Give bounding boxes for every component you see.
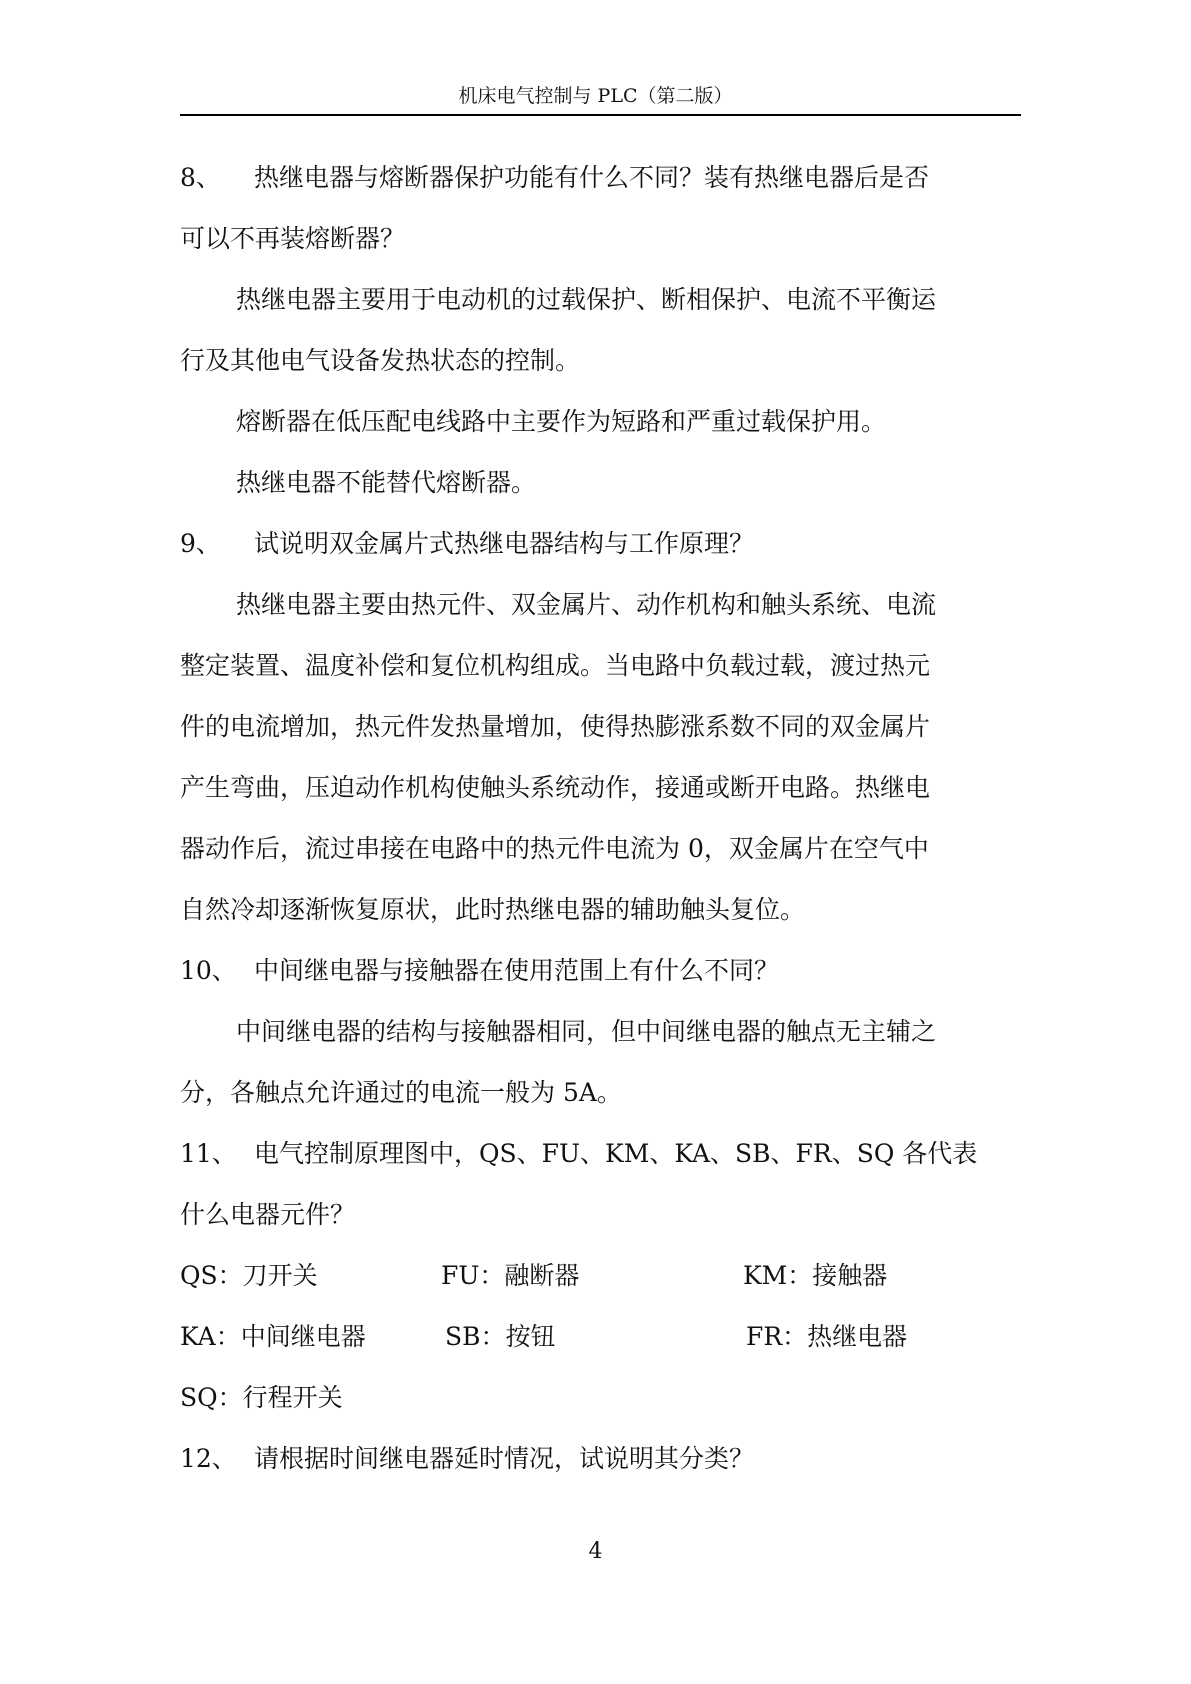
answer-8-line-4: 热继电器不能替代熔断器。 [236, 468, 537, 497]
answer-9-line-1: 热继电器主要由热元件、双金属片、动作机构和触头系统、电流 [236, 590, 937, 619]
question-12-text: 请根据时间继电器延时情况，试说明其分类？ [254, 1444, 755, 1473]
question-12-number: 12、 [180, 1444, 237, 1473]
question-9-text: 试说明双金属片式热继电器结构与工作原理？ [254, 529, 755, 558]
question-12-line-1 [180, 1442, 754, 1476]
question-11-line-1 [180, 1137, 977, 1171]
page-number: 4 [588, 1539, 603, 1564]
answer-8-line-2: 行及其他电气设备发热状态的控制。 [180, 346, 581, 375]
answer-9-line-5: 器动作后，流过串接在电路中的热元件电流为 0，双金属片在空气中 [180, 834, 929, 863]
question-11-number: 11、 [180, 1139, 237, 1168]
header-rule [180, 114, 1021, 116]
question-9-number: 9、 [180, 529, 221, 558]
component-item: FU：融断器 [441, 1261, 580, 1290]
question-8-line-1 [180, 161, 929, 195]
component-item: KM：接触器 [743, 1261, 888, 1290]
answer-10-line-2: 分，各触点允许通过的电流一般为 5A。 [180, 1078, 622, 1107]
page-header: 机床电气控制与 PLC（第二版） [458, 85, 733, 107]
component-item: KA：中间继电器 [180, 1322, 366, 1351]
question-10-number: 10、 [180, 956, 237, 985]
question-8-line-2: 可以不再装熔断器？ [180, 224, 406, 253]
answer-9-line-3: 件的电流增加，热元件发热量增加，使得热膨涨系数不同的双金属片 [180, 712, 931, 741]
answer-9-line-4: 产生弯曲，压迫动作机构使触头系统动作，接通或断开电路。热继电 [180, 773, 931, 802]
answer-9-line-2: 整定装置、温度补偿和复位机构组成。当电路中负载过载，渡过热元 [180, 651, 931, 680]
answer-8-line-3: 熔断器在低压配电线路中主要作为短路和严重过载保护用。 [236, 407, 887, 436]
question-11-line-2: 什么电器元件？ [180, 1200, 356, 1229]
question-10-text: 中间继电器与接触器在使用范围上有什么不同？ [254, 956, 780, 985]
answer-9-line-6: 自然冷却逐渐恢复原状，此时热继电器的辅助触头复位。 [180, 895, 806, 924]
question-11-text: 电气控制原理图中，QS、FU、KM、KA、SB、FR、SQ 各代表 [254, 1139, 978, 1168]
component-item: QS：刀开关 [180, 1261, 318, 1290]
question-9-line-1 [180, 527, 754, 561]
component-item: FR：热继电器 [746, 1322, 908, 1351]
component-item: SB：按钮 [445, 1322, 556, 1351]
answer-8-line-1: 热继电器主要用于电动机的过载保护、断相保护、电流不平衡运 [236, 285, 937, 314]
question-10-line-1 [180, 954, 779, 988]
answer-10-line-1: 中间继电器的结构与接触器相同，但中间继电器的触点无主辅之 [236, 1017, 937, 1046]
component-item: SQ：行程开关 [180, 1383, 343, 1412]
question-8-number: 8、 [180, 163, 221, 192]
question-8-text: 热继电器与熔断器保护功能有什么不同？装有热继电器后是否 [254, 163, 930, 192]
